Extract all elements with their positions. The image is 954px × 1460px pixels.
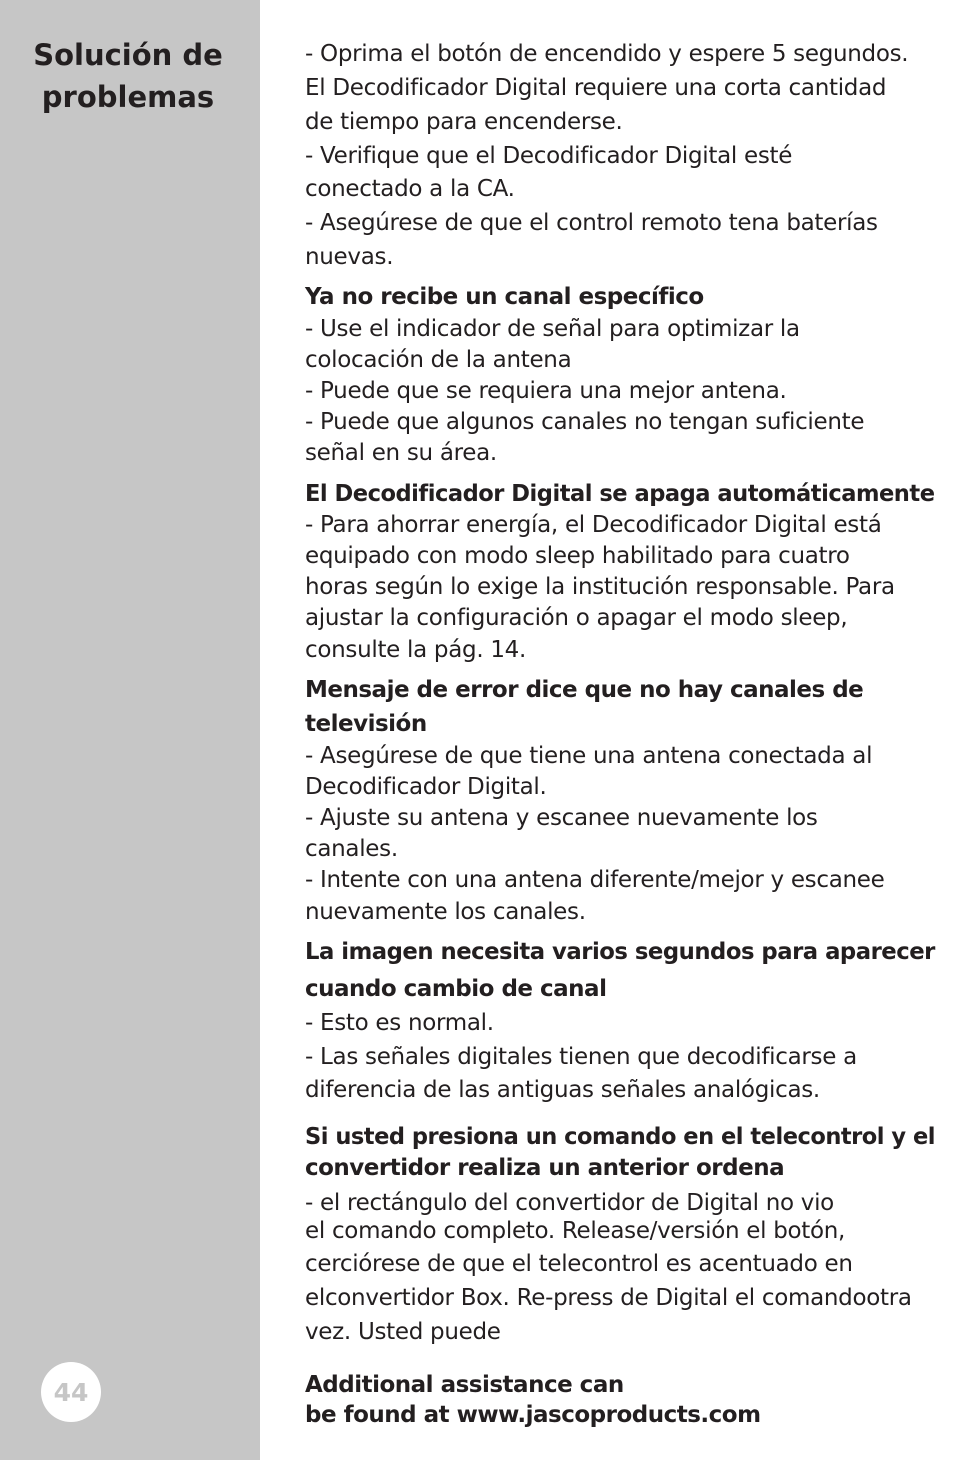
section-heading: Si usted presiona un comando en el telecontrol y el (305, 1124, 935, 1150)
assistance-note: Additional assistance can (305, 1372, 624, 1398)
body-line: - Oprima el botón de encendido y espere 5 segundos. (305, 41, 909, 67)
section-heading: Mensaje de error dice que no hay canales de (305, 677, 864, 703)
body-line: consulte la pág. 14. (305, 637, 527, 663)
section-heading: cuando cambio de canal (305, 976, 607, 1002)
body-line: Decodificador Digital. (305, 774, 547, 800)
section-heading: El Decodificador Digital se apaga automáticamente (305, 481, 935, 507)
body-line: - Esto es normal. (305, 1010, 494, 1036)
body-line: horas según lo exige la institución responsable. Para (305, 574, 895, 600)
body-line: canales. (305, 836, 398, 862)
page-title (0, 34, 256, 118)
body-line: - el rectángulo del convertidor de Digital no vio (305, 1190, 834, 1216)
body-line: equipado con modo sleep habilitado para cuatro (305, 543, 850, 569)
body-line: - Intente con una antena diferente/mejor y escanee (305, 867, 885, 893)
page-number-badge (41, 1362, 101, 1422)
body-line: vez. Usted puede (305, 1319, 501, 1345)
section-heading: La imagen necesita varios segundos para aparecer (305, 939, 935, 965)
body-line: colocación de la antena (305, 347, 572, 373)
assistance-note: be found at www.jascoproducts.com (305, 1402, 761, 1428)
body-line: señal en su área. (305, 440, 497, 466)
body-line: elconvertidor Box. Re-press de Digital el comandootra (305, 1285, 912, 1311)
section-heading: televisión (305, 711, 427, 737)
body-line: el comando completo. Release/versión el botón, (305, 1218, 846, 1244)
body-line: nuevas. (305, 244, 394, 270)
body-line: - Las señales digitales tienen que decodificarse a (305, 1044, 857, 1070)
body-line: diferencia de las antiguas señales analógicas. (305, 1077, 820, 1103)
body-line: - Puede que algunos canales no tengan suficiente (305, 409, 865, 435)
body-line: - Asegúrese de que tiene una antena conectada al (305, 743, 873, 769)
body-line: - Use el indicador de señal para optimizar la (305, 316, 800, 342)
page-title-line: problemas (41, 80, 215, 114)
section-heading: convertidor realiza un anterior ordena (305, 1155, 785, 1181)
section-heading: Ya no recibe un canal específico (305, 284, 704, 310)
sidebar (0, 0, 260, 1460)
body-line: conectado a la CA. (305, 176, 515, 202)
body-line: cerciórese de que el telecontrol es acentuado en (305, 1251, 853, 1277)
body-line: El Decodificador Digital requiere una corta cantidad (305, 75, 887, 101)
body-line: - Verifique que el Decodificador Digital esté (305, 143, 793, 169)
body-line: - Para ahorrar energía, el Decodificador Digital está (305, 512, 882, 538)
body-line: - Asegúrese de que el control remoto tena baterías (305, 210, 878, 236)
body-line: ajustar la configuración o apagar el modo sleep, (305, 605, 848, 631)
body-line: nuevamente los canales. (305, 899, 586, 925)
page-number: 44 (53, 1377, 89, 1407)
body-line: de tiempo para encenderse. (305, 109, 623, 135)
body-line: - Ajuste su antena y escanee nuevamente los (305, 805, 818, 831)
body-line: - Puede que se requiera una mejor antena. (305, 378, 787, 404)
page-title-line: Solución de (33, 38, 223, 72)
